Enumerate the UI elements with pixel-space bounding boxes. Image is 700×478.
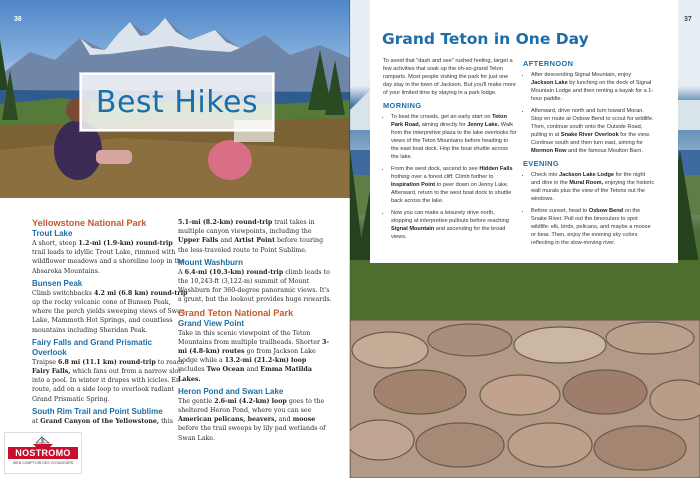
body-text: to reach bbox=[155, 358, 185, 366]
left-column-2 bbox=[178, 218, 334, 446]
body-text: up the rocky volcanic cone of Bunsen Peak, where the perch yields sweeping views of Swan Lake, Mammoth Hot Springs, and countless mountains including Sheridan Peak. bbox=[32, 299, 185, 334]
hike-heading: Trout Lake bbox=[32, 229, 73, 238]
paragraph bbox=[32, 358, 188, 404]
paragraph bbox=[383, 57, 517, 97]
itinerary-column-a bbox=[383, 57, 517, 245]
bold-text: Jenny Lake. bbox=[467, 122, 500, 128]
bullet-item bbox=[391, 113, 517, 161]
bold-text: Oxbow Bend bbox=[588, 208, 624, 214]
right-page bbox=[350, 0, 700, 478]
body-text: for the night and dine in the bbox=[531, 172, 646, 186]
bullet-list bbox=[383, 113, 517, 241]
bold-text: Snake River Overlook bbox=[560, 132, 619, 138]
time-of-day-heading: MORNING bbox=[383, 101, 422, 110]
body-text: and bbox=[218, 237, 235, 245]
bold-text: Fairy Falls, bbox=[32, 368, 71, 376]
book-gutter bbox=[349, 0, 351, 478]
ship-icon bbox=[31, 435, 55, 447]
body-text: A short, steep bbox=[32, 240, 79, 247]
bold-text: Mural Room, bbox=[569, 180, 604, 186]
bold-text: 3-mi (4.8-km) routes bbox=[178, 338, 329, 356]
body-text: After descending Signal Mountain, enjoy bbox=[531, 72, 632, 78]
bold-text: Jackson Lake bbox=[531, 80, 568, 86]
bold-text: Two Ocean bbox=[206, 366, 245, 374]
paragraph bbox=[178, 397, 334, 443]
left-column-1 bbox=[32, 218, 188, 429]
body-text: goes to the sheltered Heron Pond, where you can see bbox=[178, 397, 325, 415]
body-text: A bbox=[178, 268, 185, 276]
body-text: Now you can make a leisurely drive north, stopping at interpretive pullouts before reaching bbox=[391, 210, 509, 224]
hike-heading: Bunsen Peak bbox=[32, 278, 83, 288]
paragraph bbox=[32, 417, 188, 426]
body-text: Afterward, drive north and turn toward Moran. Stop en route at Oxbow Bend to scout for wildlife. Then, continue south onto the Outside Road, pulling in at bbox=[531, 108, 654, 138]
bullet-item bbox=[391, 209, 517, 241]
body-text: to peer down on Jenny Lake. Afterward, return to the west boat dock to shuttle back across the lake. bbox=[391, 182, 512, 204]
body-text: which fans out from a narrow slot into a pool. In winter it drapes with icicles. En route, add on a side loop to overlook radiant Grand Prismatic Spring. bbox=[32, 368, 181, 403]
bold-text: moose bbox=[292, 416, 316, 424]
body-text: The gentle bbox=[178, 397, 215, 405]
body-text: From the west dock, ascend to see bbox=[391, 166, 480, 172]
bold-text: Jackson Lake Lodge bbox=[558, 172, 615, 178]
bullet-item bbox=[531, 107, 655, 155]
bullet-list bbox=[523, 171, 655, 247]
hike-heading: South Rim Trail and Point Sublime bbox=[32, 406, 163, 416]
body-text: aiming directly for bbox=[420, 122, 468, 128]
bullet-item bbox=[391, 165, 517, 205]
body-text: Take in this scenic viewpoint of the Teton Mountains from multiple trailheads. Shorter bbox=[178, 329, 322, 346]
body-text: Traipse bbox=[32, 358, 58, 366]
body-text: frothing over a forest cliff. Climb further to bbox=[391, 174, 494, 180]
best-hikes-title-box bbox=[80, 73, 274, 131]
page-title: Best Hikes bbox=[95, 84, 259, 120]
bullet-list bbox=[523, 71, 655, 155]
logo-tagline: WEB COMPTOIR DES VOYAGEURS bbox=[12, 461, 74, 465]
page-number-right: 37 bbox=[684, 16, 692, 23]
bold-text: Inspiration Point bbox=[391, 182, 436, 188]
paragraph bbox=[32, 289, 188, 335]
bullet-item bbox=[531, 71, 655, 103]
body-text: for the view. Continue south and then turn east, aiming for bbox=[531, 132, 651, 146]
bold-text: Artist Point bbox=[234, 237, 275, 245]
bold-text: 4.2 mi (6.8 km) round-trip bbox=[93, 289, 188, 297]
body-text: go from Jackson Lake Lodge while a bbox=[178, 348, 316, 365]
body-text: trail takes in multiple canyon viewpoints, including the bbox=[178, 219, 315, 236]
body-text: this bbox=[159, 417, 173, 425]
hiker-mountain-photo bbox=[0, 0, 350, 198]
paragraph bbox=[178, 329, 334, 384]
paragraph bbox=[32, 239, 188, 276]
body-text: trail leads to idyllic Trout Lake, rimmed with wildflower meadows and a shoreline loop in the Absaroka Mountains. bbox=[32, 249, 185, 275]
body-text: before touring the less-traveled route to Point Sublime. bbox=[178, 237, 324, 254]
page-number-left: 36 bbox=[14, 16, 22, 23]
nostromo-logo bbox=[4, 432, 82, 474]
body-text: at bbox=[32, 417, 41, 425]
body-text: includes bbox=[178, 366, 207, 374]
body-text: To avoid that "dash and see" rushed feeling, target a few activities that soak up the oh-so-grand Teton ramparts. Most people visiting the park for just one day stay in the town of Jackson. But you'll make more of your limited time by staying in a park lodge. bbox=[383, 58, 516, 96]
body-text: enjoying the historic wall murals plus the view of the Tetons out the windows. bbox=[531, 180, 655, 202]
bold-text: 1.2-mi (1.9-km) round-trip bbox=[78, 240, 173, 247]
park-heading: Yellowstone National Park bbox=[32, 218, 147, 228]
hike-heading: Fairy Falls and Grand Prismatic Overlook bbox=[32, 337, 153, 357]
time-of-day-heading: AFTERNOON bbox=[523, 59, 574, 68]
paragraph bbox=[178, 218, 334, 255]
time-of-day-heading: EVENING bbox=[523, 159, 560, 168]
body-text: and bbox=[244, 366, 261, 374]
bold-text: Hidden Falls bbox=[479, 166, 513, 172]
hike-heading: Mount Washburn bbox=[178, 257, 244, 267]
body-text: and bbox=[276, 416, 293, 424]
body-text: To beat the crowds, get an early start on bbox=[391, 114, 493, 120]
bold-text: Emma Matilda Lakes. bbox=[178, 366, 312, 383]
bold-text: Teton Park Road, bbox=[391, 114, 507, 128]
bold-text: Signal Mountain bbox=[391, 226, 435, 232]
body-text: Check into bbox=[531, 172, 559, 178]
hike-heading: Grand View Point bbox=[178, 318, 245, 328]
itinerary-title: Grand Teton in One Day bbox=[382, 30, 589, 48]
bold-text: 2.6-mi (4.2-km) loop bbox=[214, 397, 287, 405]
park-heading: Grand Teton National Park bbox=[178, 307, 294, 318]
bold-text: 6.8 mi (11.1 km) round-trip bbox=[57, 358, 156, 366]
body-text: Walk from the interpretive plaza to the lake overlooks for views of the Teton Mountains before heading to the east boat dock. Hop the boat shuttle across the lake. bbox=[391, 122, 517, 160]
bold-text: Grand Canyon of the Yellowstone, bbox=[40, 417, 160, 425]
body-text: Before sunset, head to bbox=[531, 208, 589, 214]
itinerary-column-b bbox=[523, 57, 655, 251]
bold-text: 5.1-mi (8.2-km) round-trip bbox=[178, 219, 273, 226]
paragraph bbox=[178, 268, 334, 305]
bullet-item bbox=[531, 171, 655, 203]
hike-heading: Heron Pond and Swan Lake bbox=[178, 386, 284, 396]
logo-name: NOSTROMO bbox=[8, 447, 78, 459]
bold-text: Upper Falls bbox=[178, 237, 219, 245]
bullet-item bbox=[531, 207, 655, 247]
body-text: before the trail sweeps by lily pad wetlands of Swan Lake. bbox=[178, 425, 326, 442]
body-text: Climb switchbacks bbox=[32, 289, 94, 297]
body-text: on the Snake River. Pull out the binoculars to spot wildlife: elk, birds, pelicans, and maybe a moose or bear. Then, enjoy the evening sky colors reflecting in the slow-moving river. bbox=[531, 208, 651, 246]
body-text: and the famous Moulton Barn. bbox=[566, 148, 643, 154]
bold-text: Mormon Row bbox=[531, 148, 567, 154]
body-text: by lunching on the deck of Signal Mountain Lodge and then renting a kayak for a 1-hour paddle. bbox=[531, 80, 654, 102]
bold-text: 13.2-mi (21.2-km) loop bbox=[224, 357, 307, 365]
bold-text: 6.4-mi (10.3-km) round-trip bbox=[184, 268, 284, 276]
body-text: and ascending for the broad views. bbox=[391, 226, 506, 240]
bold-text: American pelicans, beavers, bbox=[178, 416, 277, 424]
body-text: climb leads to the 10,243-ft (3,122-m) summit of Mount Washburn for 360-degree panoramic views. It's a grunt, but the lookout provides huge rewards. bbox=[178, 268, 332, 304]
